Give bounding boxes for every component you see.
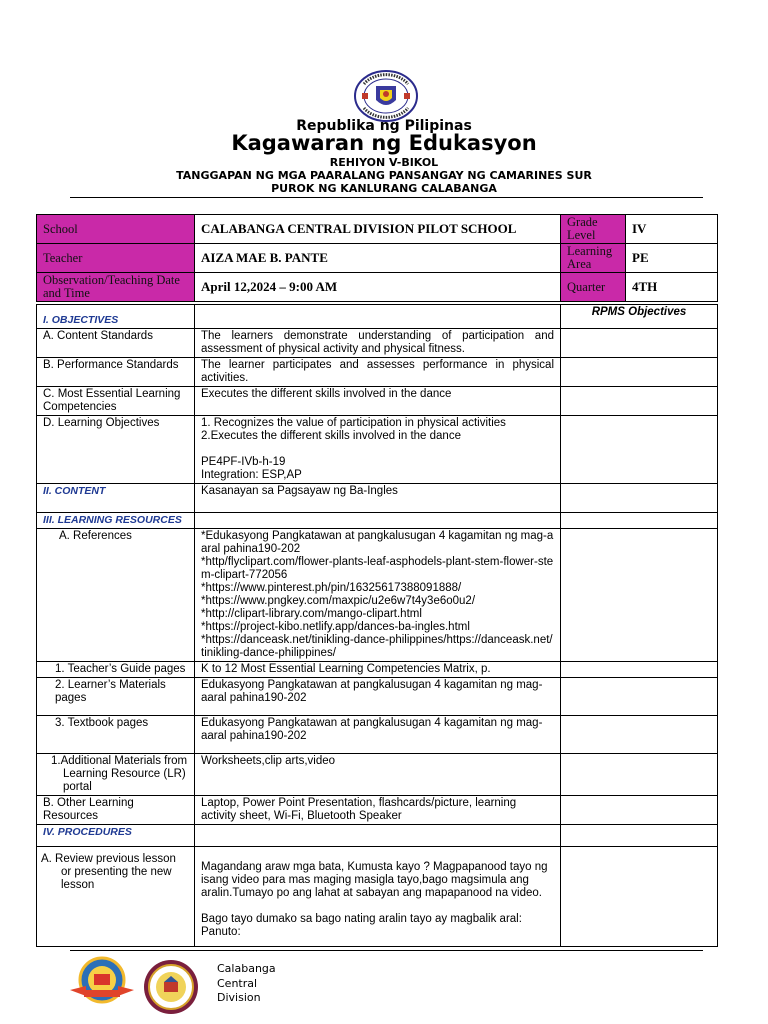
- reference-item: *Edukasyong Pangkatawan at pangkalusugan 4 kagamitan ng mag-aaral pahina190-202: [201, 530, 554, 555]
- grade-label: Grade Level: [561, 215, 626, 244]
- references-list: [195, 529, 561, 662]
- learning-objectives-label: D. Learning Objectives: [37, 416, 195, 484]
- lesson-plan-table: [36, 304, 718, 947]
- header-divider: [70, 197, 703, 198]
- review-paragraph-2: Bago tayo dumako sa bago nating aralin tayo ay magbalik aral:: [201, 913, 522, 925]
- office-heading: TANGGAPAN NG MGA PAARALANG PANSANGAY NG CAMARINES SUR: [176, 169, 592, 182]
- reference-item: *http://clipart-library.com/mango-clipart.html: [201, 608, 422, 620]
- textbook-label: 3. Textbook pages: [37, 716, 195, 754]
- rpms-heading: RPMS Objectives: [561, 305, 718, 329]
- quarter-value: 4TH: [626, 273, 718, 302]
- content-text: Kasanayan sa Pagsayaw ng Ba-Ingles: [195, 484, 561, 513]
- region-heading: REHIYON V-BIKOL: [329, 156, 439, 169]
- review-paragraph-1: Magandang araw mga bata, Kumusta kayo ? Magpapanood tayo ng isang video para mas maging masigla tayo,bago magsimula ang aralin.Tumayo po ang lahat at sabayan ang mapapanood na video.: [201, 861, 548, 899]
- performance-standards-text: The learner participates and assesses performance in physical activities.: [195, 358, 561, 387]
- learning-objectives-text: [195, 416, 561, 484]
- reference-item: *http/flyclipart.com/flower-plants-leaf-asphodels-plant-stem-flower-stem-clipart-772056: [201, 556, 554, 581]
- textbook-text: Edukasyong Pangkatawan at pangkalusugan 4 kagamitan ng mag-aaral pahina190-202: [195, 716, 561, 754]
- lr-portal-text: Worksheets,clip arts,video: [195, 754, 561, 796]
- objective-1: 1. Recognizes the value of participation in physical activities: [201, 417, 506, 429]
- references-label: A. References: [37, 529, 195, 662]
- objectives-heading: I. OBJECTIVES: [37, 305, 195, 329]
- procedures-heading: IV. PROCEDURES: [37, 825, 195, 847]
- performance-standards-label: B. Performance Standards: [37, 358, 195, 387]
- date-label: Observation/Teaching Date and Time: [37, 273, 195, 302]
- review-instructions: Panuto:: [201, 926, 241, 938]
- footer-division-name: [217, 962, 276, 1006]
- objective-2: 2.Executes the different skills involved in the dance: [201, 430, 461, 442]
- competency-code: PE4PF-IVb-h-19: [201, 456, 286, 468]
- reference-item: *https://danceask.net/tinikling-dance-philippines/https://danceask.net/tinikling-dance-philippines/: [201, 634, 553, 659]
- school-seal-logo: [140, 958, 202, 1016]
- content-heading: II. CONTENT: [37, 484, 195, 513]
- content-standards-text: The learners demonstrate understanding of participation and assessment of physical activity and physical fitness.: [195, 329, 561, 358]
- deped-seal-logo: [352, 70, 420, 122]
- quarter-label: Quarter: [561, 273, 626, 302]
- reference-item: *https://www.pinterest.ph/pin/16325617388091888/: [201, 582, 462, 594]
- learners-materials-text: Edukasyong Pangkatawan at pangkalusugan 4 kagamitan ng mag-aaral pahina190-202: [195, 678, 561, 716]
- teachers-guide-label: 1. Teacher’s Guide pages: [37, 662, 195, 678]
- integration: Integration: ESP,AP: [201, 469, 302, 481]
- info-table: [36, 214, 718, 302]
- teachers-guide-text: K to 12 Most Essential Learning Competencies Matrix, p.: [195, 662, 561, 678]
- teacher-label: Teacher: [37, 244, 195, 273]
- content-standards-label: A. Content Standards: [37, 329, 195, 358]
- review-label: A. Review previous lesson or presenting the new lesson: [37, 847, 195, 947]
- learning-resources-heading: III. LEARNING RESOURCES: [37, 513, 195, 529]
- district-heading: PUROK NG KANLURANG CALABANGA: [271, 182, 497, 195]
- learning-area-value: PE: [626, 244, 718, 273]
- footer-line: Calabanga: [217, 962, 276, 975]
- department-heading: Kagawaran ng Edukasyon: [231, 131, 537, 155]
- footer-line: Central: [217, 976, 258, 990]
- review-text: [195, 847, 561, 947]
- learning-area-label: Learning Area: [561, 244, 626, 273]
- footer-divider: [70, 950, 703, 951]
- reference-item: *https://www.pngkey.com/maxpic/u2e6w7t4y3e6o0u2/: [201, 595, 476, 607]
- school-value: CALABANGA CENTRAL DIVISION PILOT SCHOOL: [195, 215, 561, 244]
- footer-line: Division: [217, 991, 261, 1004]
- melc-text: Executes the different skills involved in the dance: [195, 387, 561, 416]
- learners-materials-label: 2. Learner’s Materials pages: [37, 678, 195, 716]
- division-logo: [68, 956, 136, 1004]
- lr-portal-label: 1.Additional Materials from Learning Resource (LR) portal: [37, 754, 195, 796]
- school-label: School: [37, 215, 195, 244]
- reference-item: *https://project-kibo.netlify.app/dances-ba-ingles.html: [201, 621, 470, 633]
- other-resources-text: Laptop, Power Point Presentation, flashcards/picture, learning activity sheet, Wi-Fi, Bluetooth Speaker: [195, 796, 561, 825]
- melc-label: C. Most Essential Learning Competencies: [37, 387, 195, 416]
- date-value: April 12,2024 – 9:00 AM: [195, 273, 561, 302]
- republic-heading: Republika ng Pilipinas: [296, 118, 472, 134]
- other-resources-label: B. Other Learning Resources: [37, 796, 195, 825]
- grade-value: IV: [626, 215, 718, 244]
- teacher-value: AIZA MAE B. PANTE: [195, 244, 561, 273]
